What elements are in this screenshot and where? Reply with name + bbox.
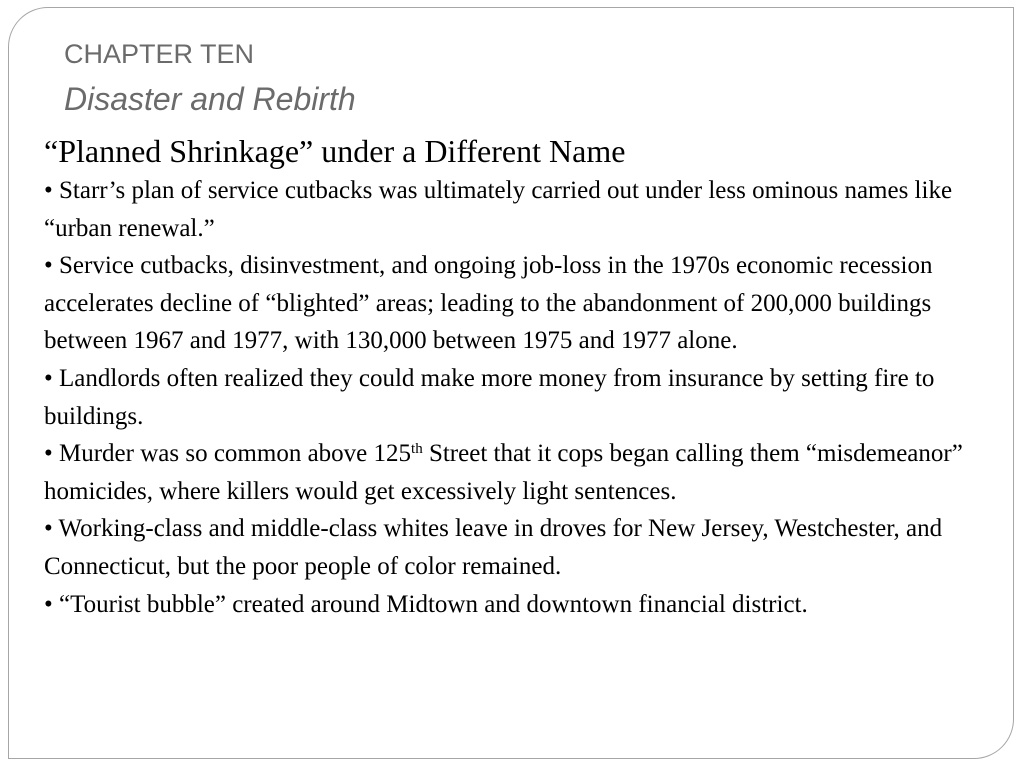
bullet-item: • Starr’s plan of service cutbacks was ultimately carried out under less ominous names like “urban renewal.” [44,177,953,242]
ordinal-superscript: th [411,441,423,458]
bullet-item: • Landlords often realized they could make more money from insurance by setting fire to buildings. [44,364,935,430]
bullet-text: • Murder was so common above 125 [44,440,412,468]
bullet-text: Street that it cops began calling them “misdemeanor” homicides, where killers would get excessively light sentences. [44,440,963,505]
slide-body [44,130,974,623]
bullet-item: • “Tourist bubble” created around Midtown and downtown financial district. [44,590,808,618]
section-heading: “Planned Shrinkage” under a Different Name [44,133,626,169]
chapter-title: Disaster and Rebirth [64,81,356,117]
bullet-item [44,435,974,510]
bullet-item: • Service cutbacks, disinvestment, and ongoing job-loss in the 1970s economic recession accelerates decline of “blighted” areas; leading to the abandonment of 200,000 buildings between 1967 and 1977, with 130,000 between 1975 and 1977 alone. [44,252,933,355]
bullet-item: • Working-class and middle-class whites leave in droves for New Jersey, Westchester, and Connecticut, but the poor people of color remained. [44,515,943,580]
chapter-label: CHAPTER TEN [64,39,255,69]
